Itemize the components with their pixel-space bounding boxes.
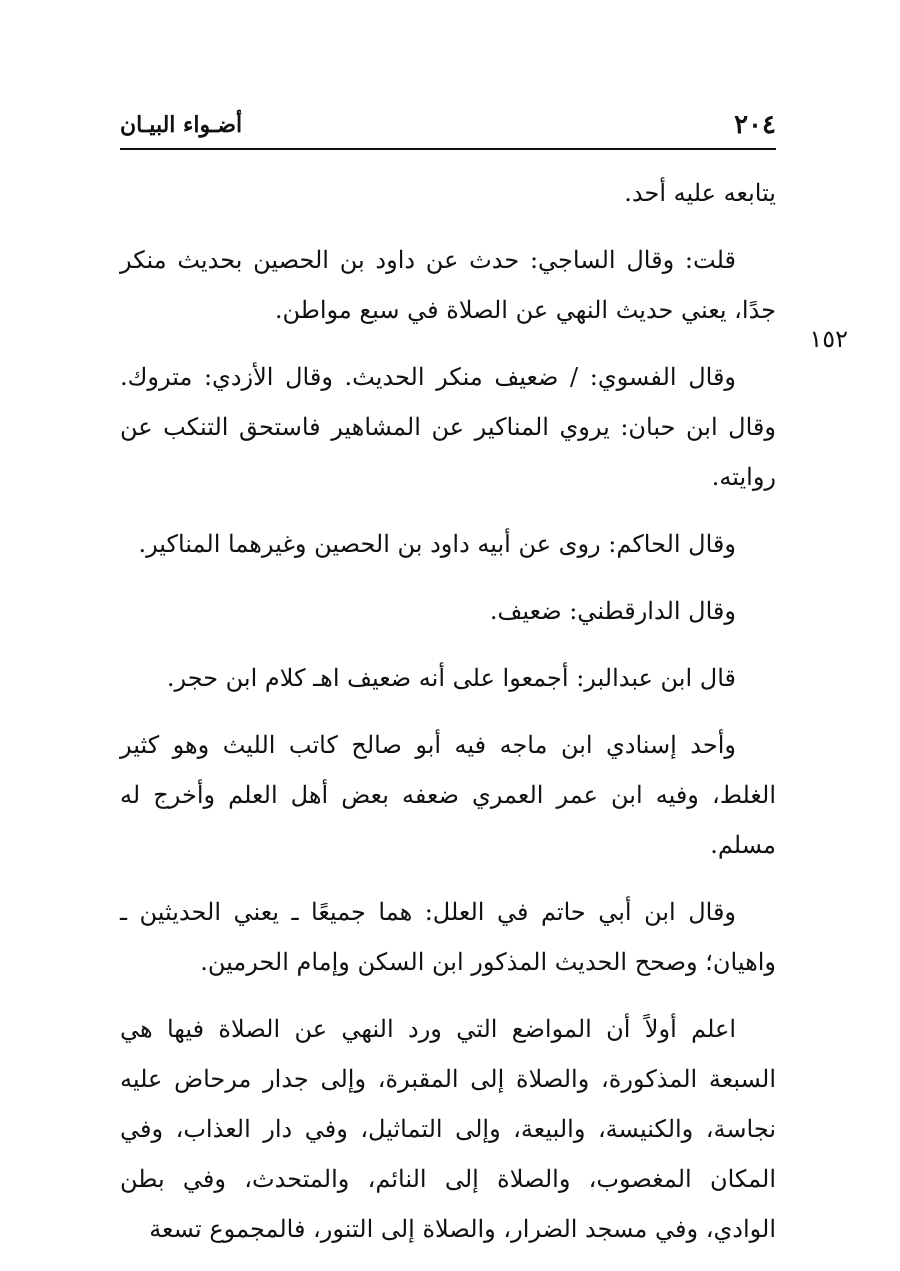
page-header [120,108,776,150]
body-text [120,168,776,1271]
paragraph-ibn-abdulbarr: قال ابن عبدالبر: أجمعوا على أنه ضعيف اهـ كلام ابن حجر. [166,664,736,692]
paragraph-saji: قلت: وقال الساجي: حدث عن داود بن الحصين بحديث منكر جدًا، يعني حديث النهي عن الصلاة في سبع مواطن. [120,246,776,324]
paragraph-hakim: وقال الحاكم: روى عن أبيه داود بن الحصين وغيرهما المناكير. [138,530,736,558]
paragraph-ibn-majah: وأحد إسنادي ابن ماجه فيه أبو صالح كاتب الليث وهو كثير الغلط، وفيه ابن عمر العمري ضعفه بعض أهل العلم وأخرج له مسلم. [120,731,776,859]
paragraph-fasawi: وقال الفسوي: / ضعيف منكر الحديث. وقال الأزدي: متروك. وقال ابن حبان: يروي المناكير عن المشاهير فاستحق التنكب عن روايته. [120,363,776,491]
paragraph-continuation: يتابعه عليه أحد. [624,179,776,207]
paragraph-ibn-abi-hatim: وقال ابن أبي حاتم في العلل: هما جميعًا ـ يعني الحديثين ـ واهيان؛ وصحح الحديث المذكور ابن السكن وإمام الحرمين. [120,898,776,976]
running-title: أضـواء البيـان [120,112,243,138]
paragraph-daraqutni: وقال الدارقطني: ضعيف. [489,597,736,625]
page-number: ٢٠٤ [734,110,776,140]
margin-page-reference: ١٥٢ [809,325,848,353]
paragraph-prohibited-places: اعلم أولاً أن المواضع التي ورد النهي عن الصلاة فيها هي السبعة المذكورة، والصلاة إلى المقبرة، وإلى جدار مرحاض عليه نجاسة، والكنيسة، والبيعة، وإلى التماثيل، وفي دار العذاب، وفي المكان المغصوب، والصلاة إلى النائم، والمتحدث، وفي بطن الوادي، وفي مسجد الضرار، والصلاة إلى التنور، فالمجموع تسعة [120,1015,776,1243]
